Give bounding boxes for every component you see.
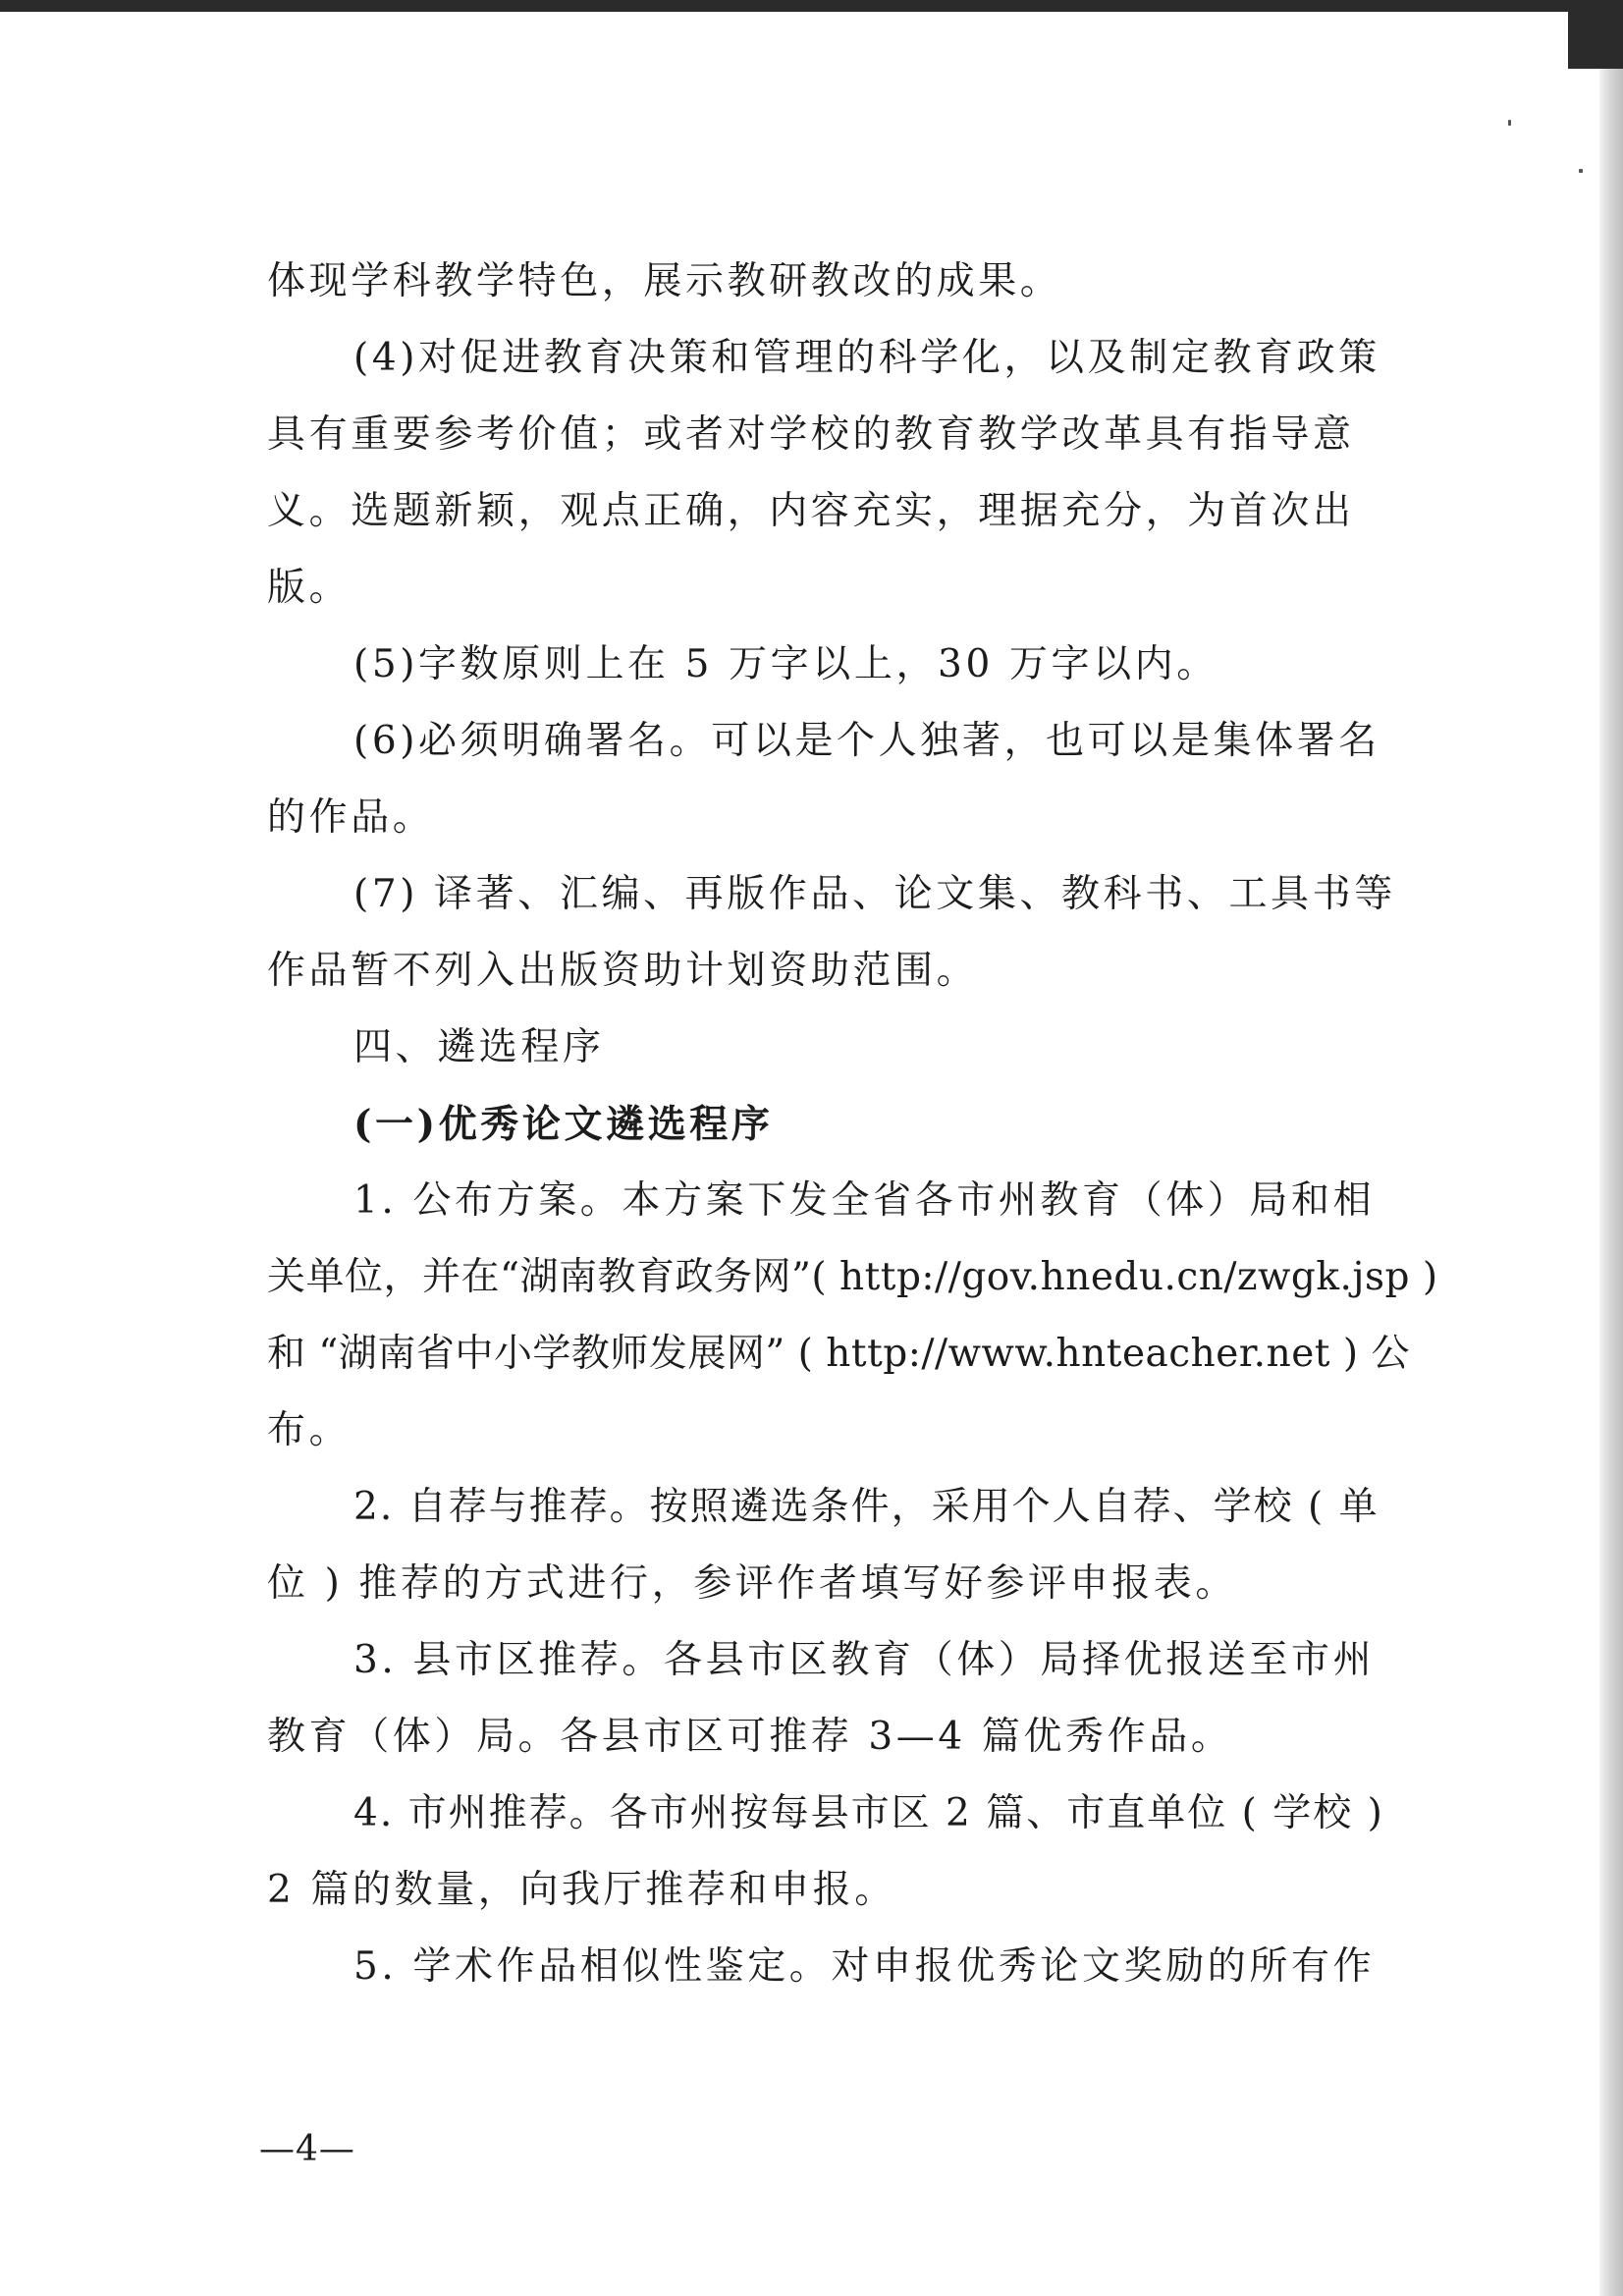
text-line: 和 “湖南省中小学教师发展网” ( http://www.hnteacher.net ) 公	[267, 1332, 1410, 1376]
scan-speck	[1579, 169, 1583, 173]
scan-right-edge	[1599, 0, 1623, 2296]
text-line: 布。	[267, 1408, 352, 1452]
text-line: 4. 市州推荐。各市州按每县市区 2 篇、市直单位 ( 学校 )	[353, 1791, 1384, 1835]
scan-top-edge	[0, 0, 1623, 12]
text-line: (4)对促进教育决策和管理的科学化，以及制定教育政策	[353, 336, 1380, 380]
text-line: 位 ) 推荐的方式进行，参评作者填写好参评申报表。	[267, 1561, 1238, 1606]
text-line: (5)字数原则上在 5 万字以上，30 万字以内。	[353, 642, 1218, 686]
text-line: 2 篇的数量，向我厅推荐和申报。	[267, 1868, 896, 1912]
text-line: 义。选题新颖，观点正确，内容充实，理据充分，为首次出	[267, 489, 1355, 533]
text-line: 作品暂不列入出版资助计划资助范围。	[267, 949, 979, 993]
text-line: 2. 自荐与推荐。按照遴选条件，采用个人自荐、学校 ( 单	[353, 1485, 1380, 1529]
text-line: 版。	[267, 566, 352, 610]
text-line: 教育（体）局。各县市区可推荐 3—4 篇优秀作品。	[267, 1715, 1233, 1759]
scan-corner-shadow	[1568, 0, 1623, 69]
text-line: 的作品。	[267, 795, 435, 840]
subsection-heading: (一)优秀论文遴选程序	[353, 1102, 774, 1147]
text-line: 3. 县市区推荐。各县市区教育（体）局择优报送至市州	[353, 1638, 1376, 1682]
text-line: 关单位，并在“湖南教育政务网”( http://gov.hnedu.cn/zwgk.jsp )	[267, 1255, 1438, 1299]
section-heading: 四、遴选程序	[353, 1025, 605, 1069]
text-line: (6)必须明确署名。可以是个人独著，也可以是集体署名	[353, 719, 1380, 763]
text-line: (7) 译著、汇编、再版作品、论文集、教科书、工具书等	[353, 872, 1396, 916]
document-body	[267, 244, 1438, 2005]
scan-speck	[1508, 120, 1511, 126]
text-line: 具有重要参考价值；或者对学校的教育教学改革具有指导意	[267, 412, 1355, 457]
text-line: 1. 公布方案。本方案下发全省各市州教育（体）局和相	[353, 1178, 1376, 1223]
page-number: —4—	[259, 2129, 355, 2169]
text-line: 体现学科教学特色，展示教研教改的成果。	[267, 259, 1062, 303]
text-line: 5. 学术作品相似性鉴定。对申报优秀论文奖励的所有作	[353, 1944, 1376, 1989]
